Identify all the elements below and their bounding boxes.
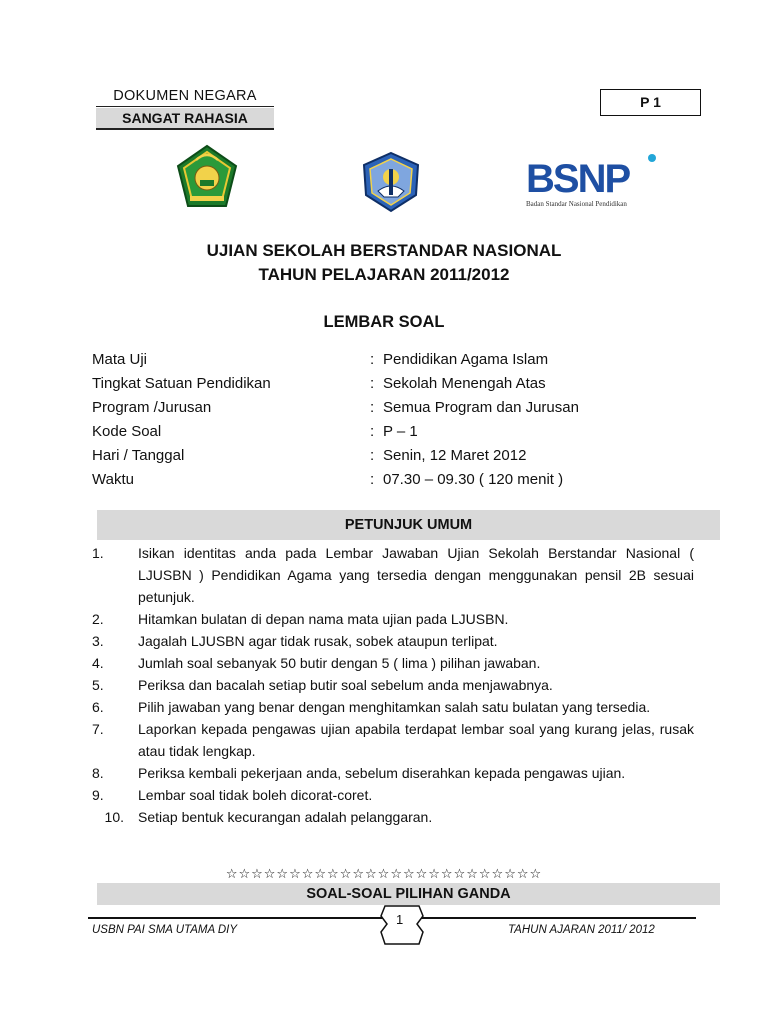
list-item — [92, 696, 694, 718]
info-colon: : — [370, 471, 375, 488]
secrecy-label: SANGAT RAHASIA — [96, 108, 274, 128]
info-label: Waktu — [92, 471, 134, 488]
info-label: Tingkat Satuan Pendidikan — [92, 375, 271, 392]
info-colon: : — [370, 423, 375, 440]
instructions-heading: PETUNJUK UMUM — [97, 510, 720, 540]
multiple-choice-heading: SOAL-SOAL PILIHAN GANDA — [97, 883, 720, 905]
document-classification: DOKUMEN NEGARA — [113, 88, 257, 104]
info-row-code — [92, 423, 712, 447]
list-item — [92, 674, 694, 696]
info-row-time — [92, 471, 712, 495]
info-colon: : — [370, 351, 375, 368]
item-text: Lembar soal tidak boleh dicorat-coret. — [138, 787, 373, 803]
page-number-badge — [379, 904, 425, 946]
kemenag-logo — [176, 144, 238, 210]
info-value: Sekolah Menengah Atas — [383, 375, 546, 392]
info-label: Kode Soal — [92, 423, 162, 440]
sheet-title: LEMBAR SOAL — [323, 313, 445, 331]
academic-year-title: TAHUN PELAJARAN 2011/2012 — [258, 265, 510, 284]
item-text: Periksa dan bacalah setiap butir soal sebelum anda menjawabnya. — [138, 677, 553, 693]
info-label: Mata Uji — [92, 351, 148, 368]
list-item — [92, 542, 694, 608]
info-row-program — [92, 399, 712, 423]
item-number: 8. — [92, 765, 104, 781]
info-colon: : — [370, 399, 375, 416]
item-text: Isikan identitas anda pada Lembar Jawaban Ujian Sekolah Berstandar Nasional ( LJUSBN ) Pendidikan Agama yang tersedia dengan menggunakan pensil 2B sesuai petunjuk. — [138, 545, 694, 605]
list-item — [92, 608, 694, 630]
info-value: Pendidikan Agama Islam — [383, 351, 549, 368]
item-number: 1. — [92, 545, 104, 561]
item-text: Jumlah soal sebanyak 50 butir dengan 5 ( lima ) pilihan jawaban. — [138, 655, 541, 671]
list-item — [92, 784, 694, 806]
list-item — [92, 718, 694, 762]
info-value: P – 1 — [383, 423, 418, 440]
item-text: Jagalah LJUSBN agar tidak rusak, sobek ataupun terlipat. — [138, 633, 498, 649]
item-text: Setiap bentuk kecurangan adalah pelanggaran. — [138, 809, 433, 825]
footer-right-text: TAHUN AJARAN 2011/ 2012 — [508, 924, 655, 936]
info-label: Program /Jurusan — [92, 399, 212, 416]
page-number: 1 — [396, 912, 404, 927]
item-number: 6. — [92, 699, 104, 715]
info-colon: : — [370, 375, 375, 392]
list-item — [92, 806, 694, 828]
item-number: 2. — [92, 611, 104, 627]
item-number: 7. — [92, 721, 104, 737]
item-number: 3. — [92, 633, 104, 649]
exam-title: UJIAN SEKOLAH BERSTANDAR NASIONAL — [206, 241, 562, 260]
footer-left-text: USBN PAI SMA UTAMA DIY — [92, 924, 238, 936]
star-divider: ☆☆☆☆☆☆☆☆☆☆☆☆☆☆☆☆☆☆☆☆☆☆☆☆☆ — [225, 866, 543, 881]
info-row-level — [92, 375, 712, 399]
item-text: Hitamkan bulatan di depan nama mata ujian pada LJUSBN. — [138, 611, 509, 627]
item-number: 5. — [92, 677, 104, 693]
item-number: 4. — [92, 655, 104, 671]
item-text: Periksa kembali pekerjaan anda, sebelum diserahkan kepada pengawas ujian. — [138, 765, 626, 781]
item-text: Laporkan kepada pengawas ujian apabila terdapat lembar soal yang kurang jelas, rusak atau tidak lengkap. — [138, 721, 694, 759]
package-code-box: P 1 — [600, 89, 701, 116]
instructions-list — [92, 542, 694, 828]
item-number: 9. — [92, 787, 104, 803]
list-item — [92, 652, 694, 674]
list-item — [92, 762, 694, 784]
info-value: 07.30 – 09.30 ( 120 menit ) — [383, 471, 564, 488]
info-value: Semua Program dan Jurusan — [383, 399, 579, 416]
tut-wuri-handayani-logo — [358, 151, 424, 213]
item-number: 10. — [104, 809, 124, 825]
info-row-subject — [92, 351, 712, 375]
info-value: Senin, 12 Maret 2012 — [383, 447, 527, 464]
info-label: Hari / Tanggal — [92, 447, 185, 464]
item-text: Pilih jawaban yang benar dengan menghitamkan salah satu bulatan yang tersedia. — [138, 699, 651, 715]
bsnp-caption: Badan Standar Nasional Pendidikan — [526, 200, 627, 208]
info-row-date — [92, 447, 712, 471]
divider — [96, 128, 274, 130]
bsnp-logo-text: BSNP — [526, 157, 630, 201]
divider — [96, 106, 274, 107]
info-colon: : — [370, 447, 375, 464]
list-item — [92, 630, 694, 652]
bsnp-logo — [524, 152, 660, 212]
